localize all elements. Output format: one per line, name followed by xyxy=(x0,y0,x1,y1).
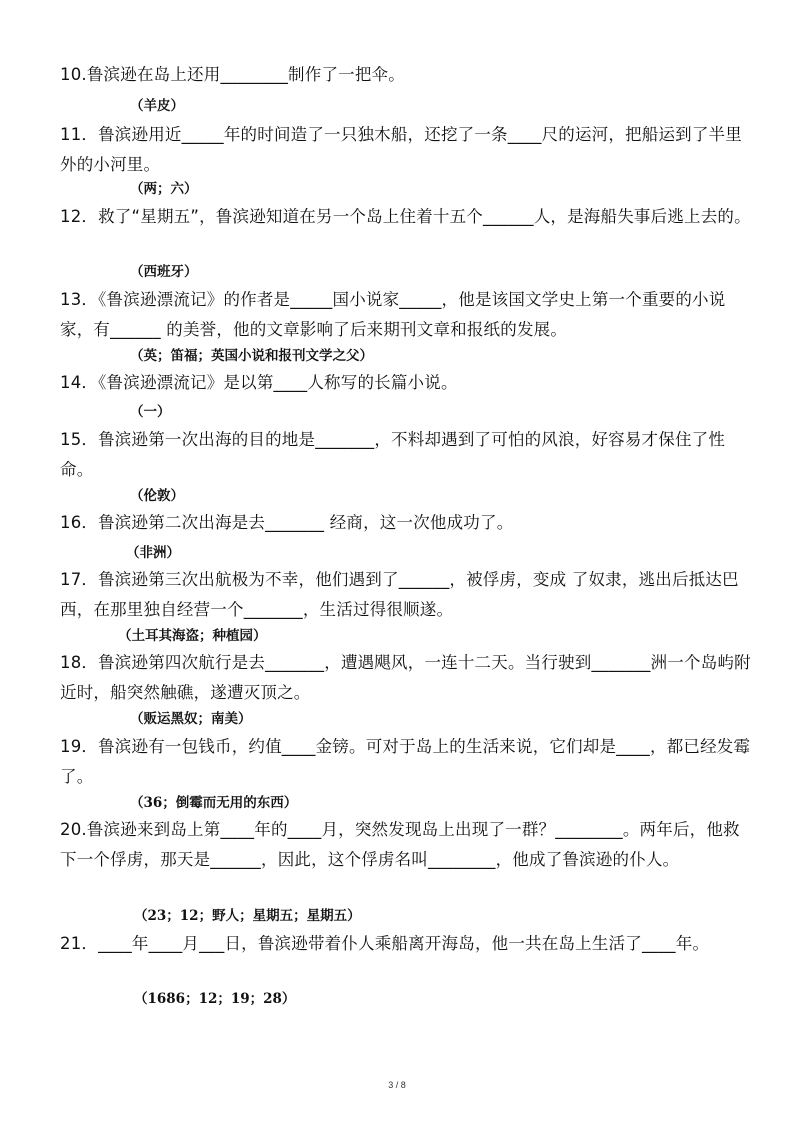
answer-13: （英；笛福；英国小说和报刊文学之父） xyxy=(130,348,373,364)
answer-18: （贩运黑奴；南美） xyxy=(130,711,252,727)
answer-21: （1686；12；19；28） xyxy=(134,991,296,1007)
page-number: 3 / 8 xyxy=(388,1080,406,1090)
question-10: 10.鲁滨逊在岛上还用________制作了一把伞。 xyxy=(60,65,405,84)
answer-19: （36；倒霉而无用的东西） xyxy=(130,795,298,811)
question-14: 14．《鲁滨逊漂流记》是以第____人称写的长篇小说。 xyxy=(60,373,458,392)
answer-16: （非洲） xyxy=(126,545,180,561)
question-20: 20.鲁滨逊来到岛上第____年的____月，突然发现岛上出现了一群？________。两年后，他救下一个俘虏，那天是______，因此，这个俘虏名叫________，他成了鲁滨逊的仆人。 xyxy=(60,820,740,869)
answer-12: （西班牙） xyxy=(130,264,198,280)
question-16: 16．鲁滨逊第二次出海是去_______ 经商，这一次他成功了。 xyxy=(60,513,514,532)
answer-15: （伦敦） xyxy=(130,488,184,504)
question-17: 17．鲁滨逊第三次出航极为不幸，他们遇到了______，被俘虏，变成 了奴隶，逃出后抵达巴西，在那里独自经营一个_______，生活过得很顺遂。 xyxy=(60,570,739,619)
question-18: 18．鲁滨逊第四次航行是去_______，遭遇飓风，一连十二天。当行驶到_______洲一个岛屿附近时，船突然触礁，遂遭灭顶之。 xyxy=(60,653,751,702)
answer-20: （23；12；野人；星期五；星期五） xyxy=(134,908,361,924)
answer-17: （土耳其海盗；种植园） xyxy=(118,628,267,644)
question-21: 21．____年____月___日，鲁滨逊带着仆人乘船离开海岛，他一共在岛上生活了____年。 xyxy=(60,934,710,953)
question-13: 13．《鲁滨逊漂流记》的作者是_____国小说家_____，他是该国文学史上第一个重要的小说家，有______ 的美誉，他的文章影响了后来期刊文章和报纸的发展。 xyxy=(60,290,726,339)
answer-11: （两；六） xyxy=(130,181,198,197)
question-19: 19．鲁滨逊有一包钱币，约值____金镑。可对于岛上的生活来说，它们却是____，都已经发霉了。 xyxy=(60,737,751,786)
answer-10: （羊皮） xyxy=(130,98,184,114)
question-12: 12．救了“星期五”，鲁滨逊知道在另一个岛上住着十五个______人，是海船失事后逃上去的。 xyxy=(60,207,751,226)
question-15: 15．鲁滨逊第一次出海的目的地是_______，不料却遇到了可怕的风浪，好容易才保住了性命。 xyxy=(60,430,726,479)
answer-14: （一） xyxy=(130,404,171,420)
question-11: 11．鲁滨逊用近_____年的时间造了一只独木船，还挖了一条____尺的运河，把船运到了半里外的小河里。 xyxy=(60,125,742,174)
